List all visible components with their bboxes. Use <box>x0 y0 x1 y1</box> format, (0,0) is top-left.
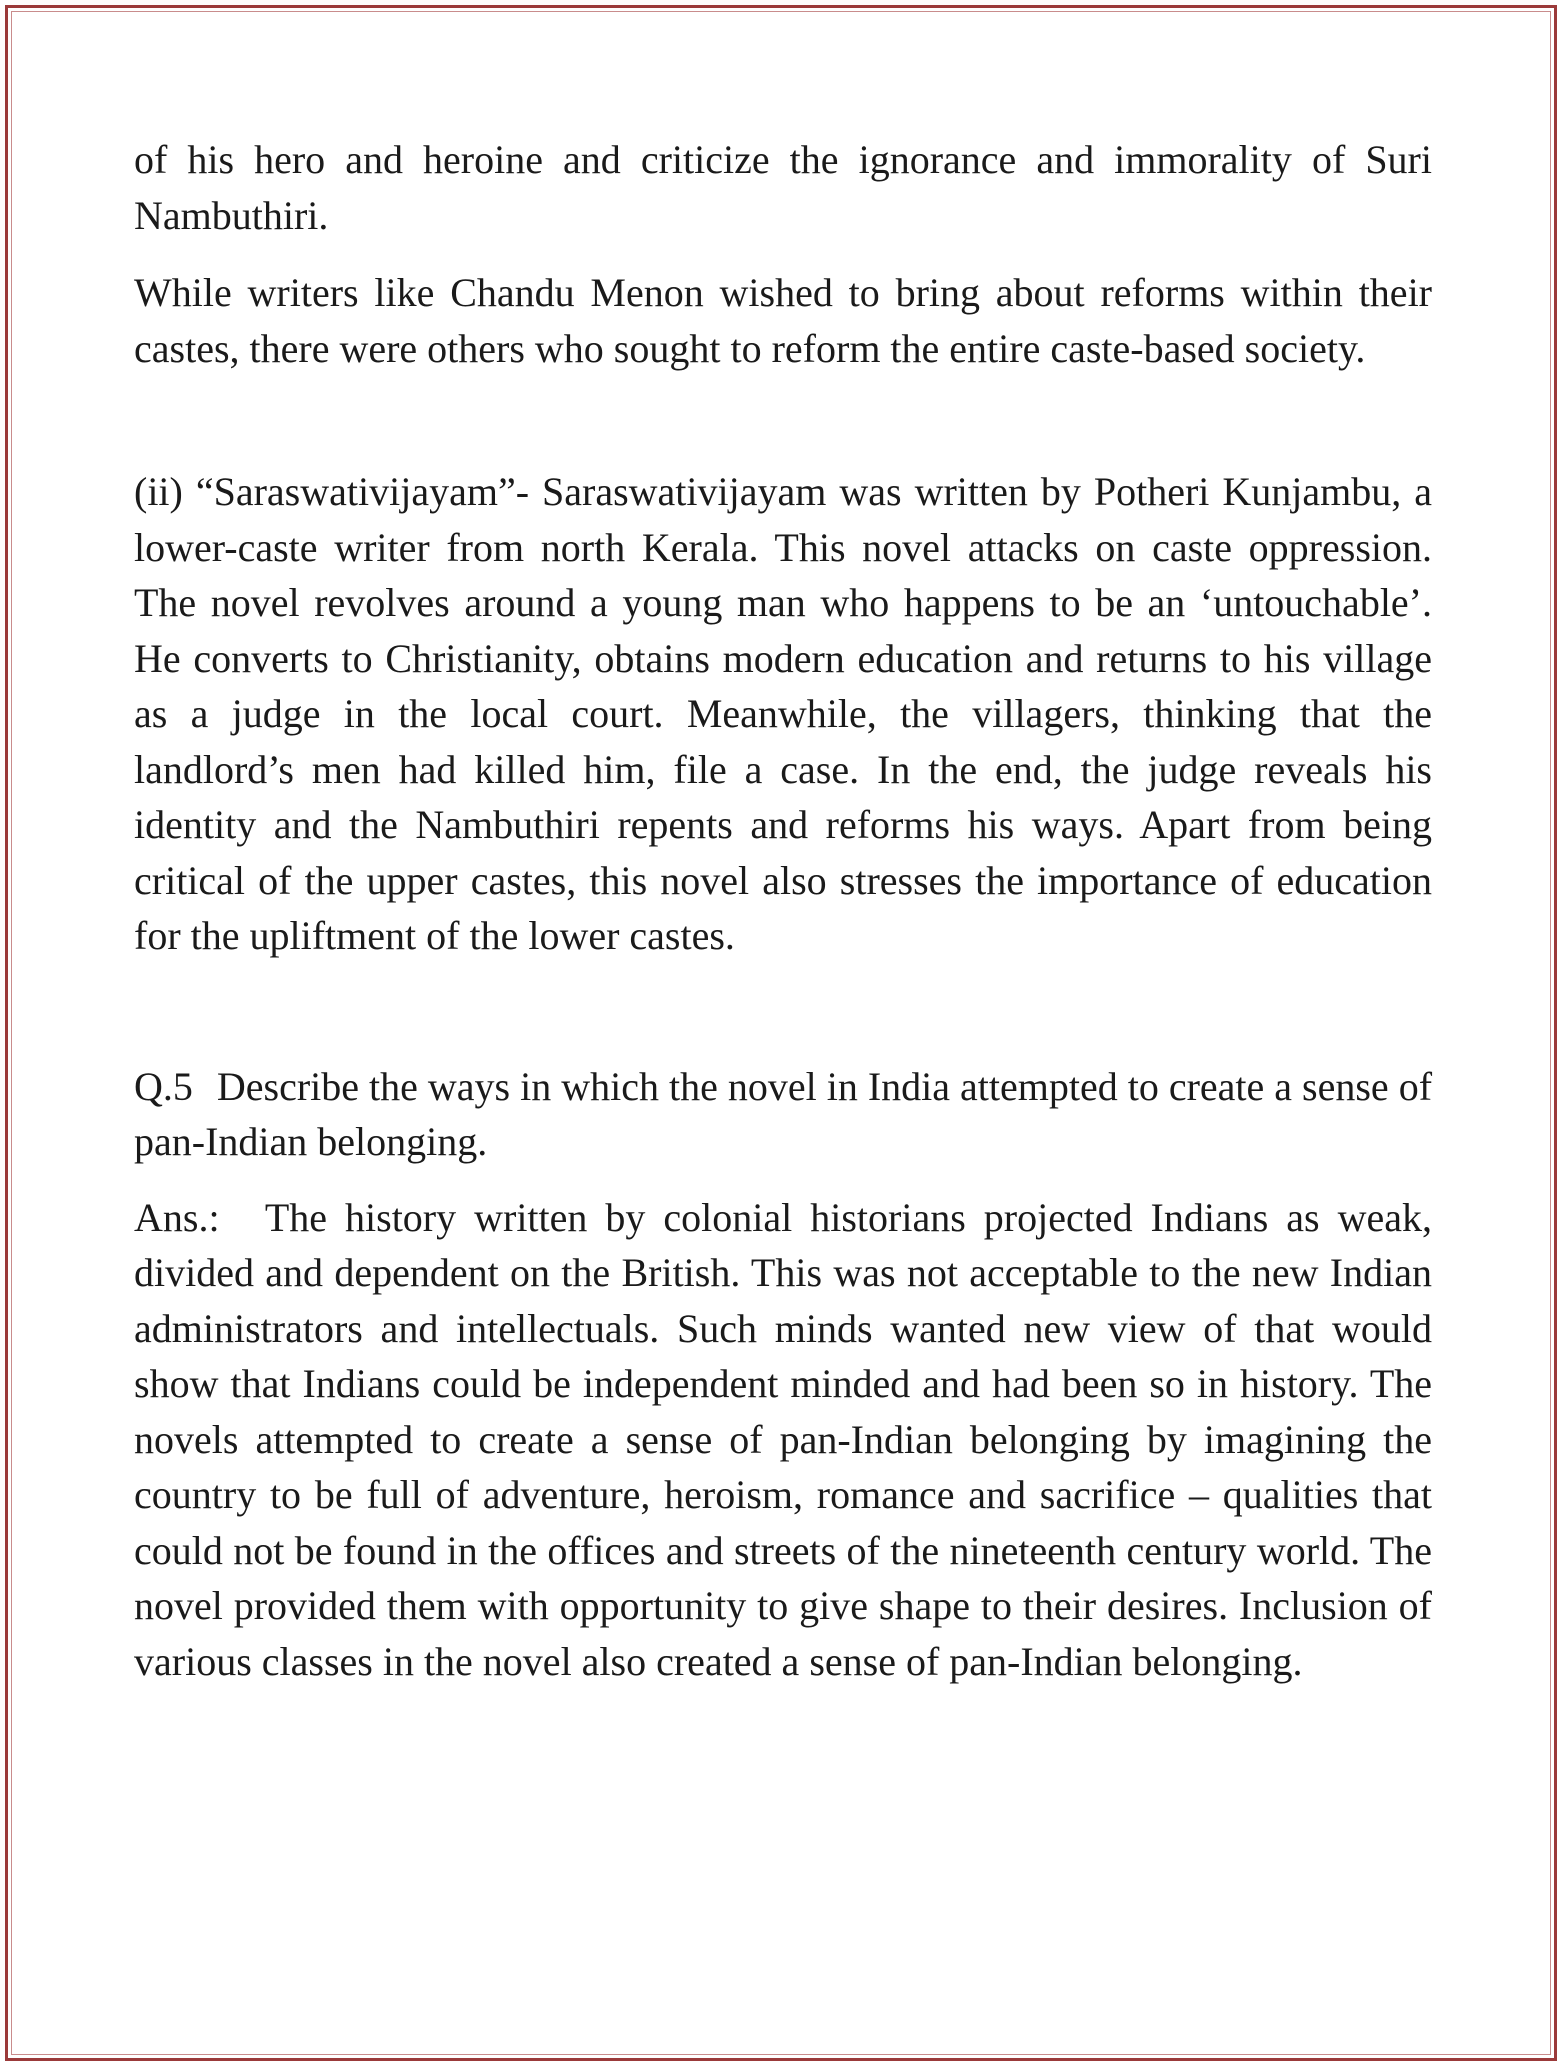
answer-text: The history written by colonial historians projected Indians as weak, divided and dependent on the British. This was not acceptable to the new Indian administrators and intellectuals. Such minds wanted new view of that would show that Indians could be independent minded and had been so in history. The novels attempted to create a sense of pan-Indian belonging by imagining the country to be full of adventure, heroism, romance and sacrifice – qualities that could not be found in the offices and streets of the nineteenth century world. The novel provided them with opportunity to give shape to their desires. Inclusion of various classes in the novel also created a sense of pan-Indian belonging. <box>134 1194 1432 1684</box>
question-block <box>134 1059 1432 1170</box>
paragraph-saraswativijayam: (ii) “Saraswativijayam”- Saraswativijayam was written by Potheri Kunjambu, a lower-caste writer from north Kerala. This novel attacks on caste oppression. The novel revolves around a young man who happens to be an ‘untouchable’. He converts to Christianity, obtains modern education and returns to his village as a judge in the local court. Meanwhile, the villagers, thinking that the landlord’s men had killed him, file a case. In the end, the judge reveals his identity and the Nambuthiri repents and reforms his ways. Apart from being critical of the upper castes, this novel also stresses the importance of education for the upliftment of the lower castes. <box>134 469 1432 958</box>
answer-block <box>134 1190 1432 1690</box>
question-number: Q.5 <box>134 1063 193 1109</box>
answer-label: Ans.: <box>134 1194 220 1240</box>
paragraph-continuation: of his hero and heroine and criticize the ignorance and immorality of Suri Nambuthiri. <box>134 137 1432 238</box>
question-text: Describe the ways in which the novel in India attempted to create a sense of pan-Indian belonging. <box>134 1063 1433 1164</box>
document-body <box>134 132 1432 1689</box>
paragraph-caste-reform: While writers like Chandu Menon wished to bring about reforms within their castes, there were others who sought to reform the entire caste-based society. <box>134 270 1432 371</box>
